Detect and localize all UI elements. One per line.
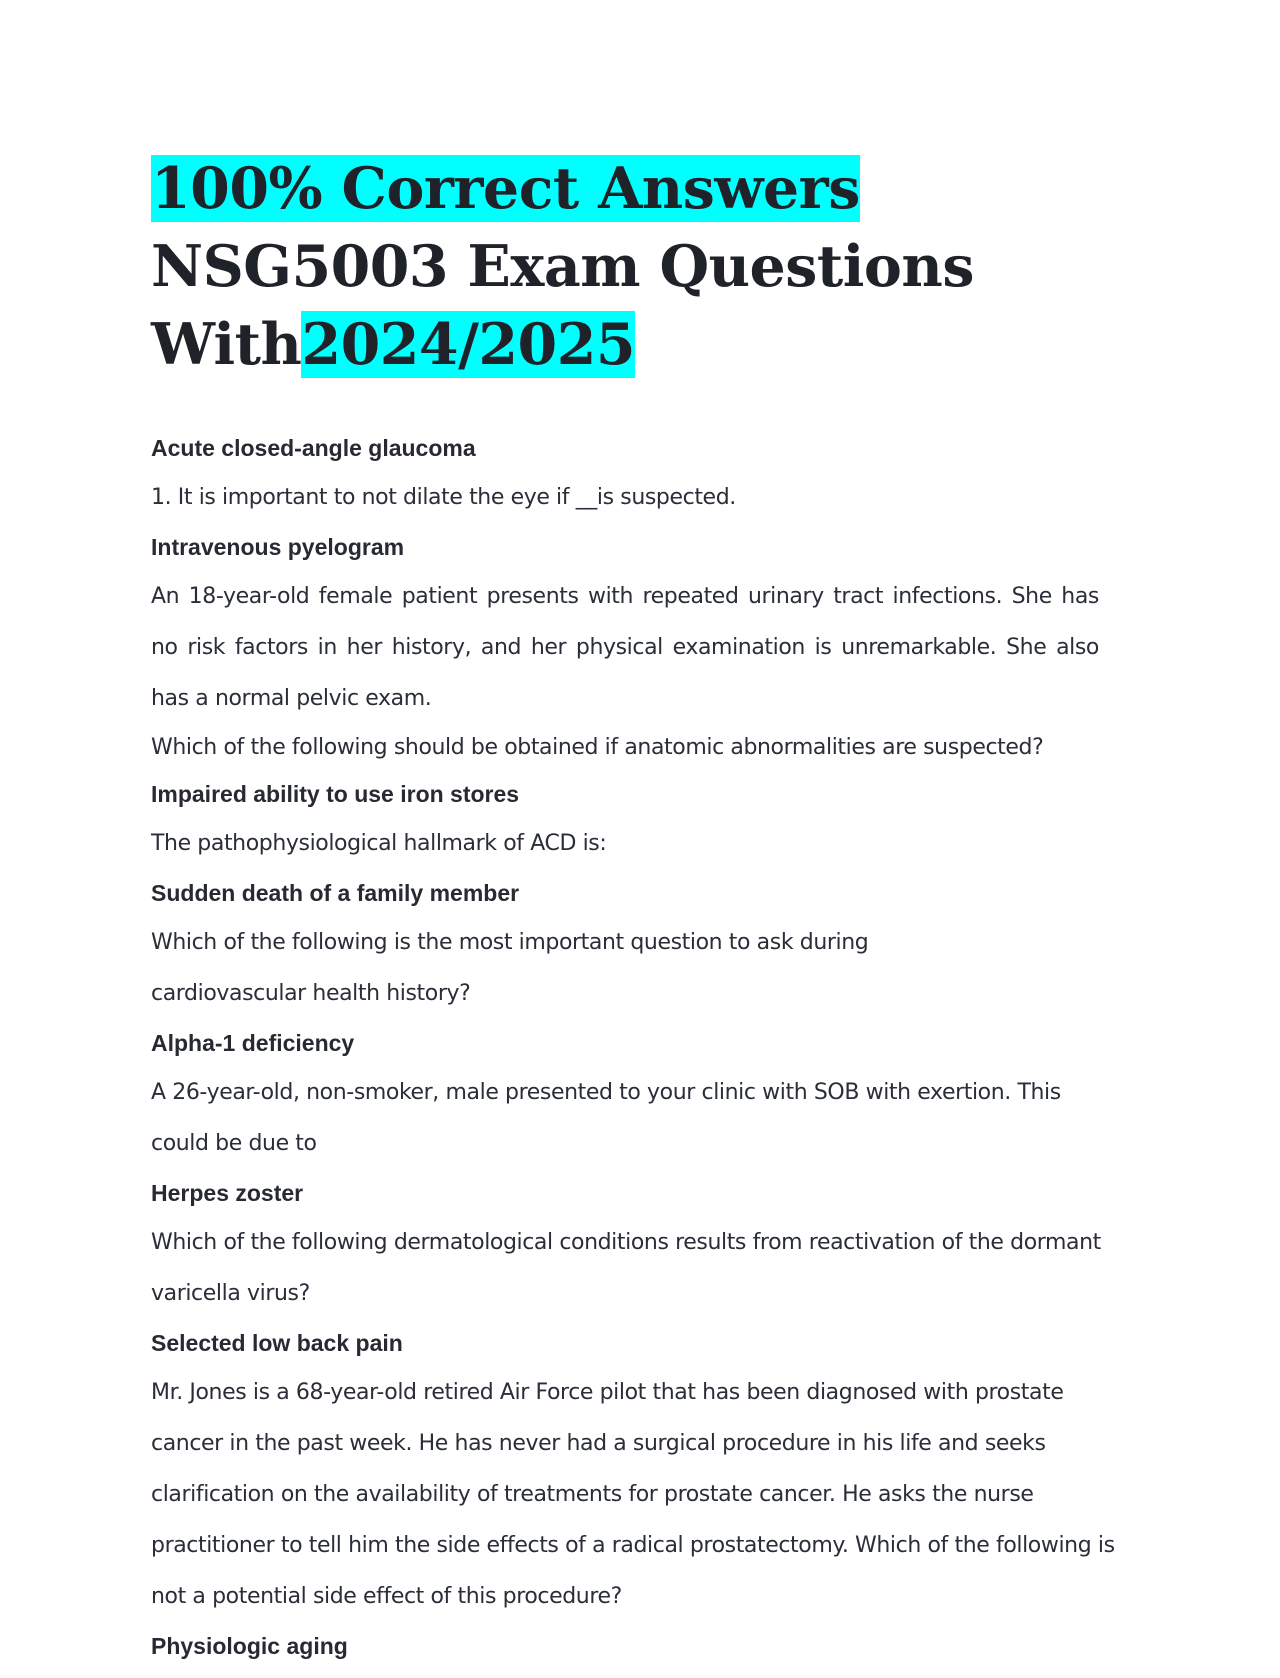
title-highlight-1: 100% Correct Answers: [151, 155, 860, 222]
answer-8: Physiologic aging: [151, 1633, 348, 1659]
document-title: [151, 150, 1133, 384]
answer-2: Intravenous pyelogram: [151, 534, 405, 560]
answer-5: Alpha-1 deficiency: [151, 1030, 355, 1056]
question-2: An 18-year-old female patient presents with repeated urinary tract infections. She has no risk factors in her history, and her physical examination is unremarkable. She also has a normal pelvic exam.: [151, 584, 1099, 711]
question-3: The pathophysiological hallmark of ACD is:: [151, 831, 607, 856]
answer-7: Selected low back pain: [151, 1330, 403, 1356]
title-highlight-2: 2024/2025: [301, 311, 636, 378]
document-page: [151, 150, 1133, 1678]
title-text: NSG5003 Exam Questions With: [151, 233, 974, 378]
question-2-followup: Which of the following should be obtained if anatomic abnormalities are suspected?: [151, 735, 1044, 760]
answer-1: Acute closed-angle glaucoma: [151, 435, 476, 461]
question-5: A 26-year-old, non-smoker, male presented to your clinic with SOB with exertion. This could be due to: [151, 1080, 1061, 1156]
answer-3: Impaired ability to use iron stores: [151, 781, 520, 807]
question-4: Which of the following is the most important question to ask during cardiovascular health history?: [151, 930, 869, 1006]
question-7: Mr. Jones is a 68-year-old retired Air Force pilot that has been diagnosed with prostate cancer in the past week. He has never had a surgical procedure in his life and seeks clarification on the availability of treatments for prostate cancer. He asks the nurse practitioner to tell him the side effects of a radical prostatectomy. Which of the following is not a potential side effect of this procedure?: [151, 1380, 1115, 1609]
answer-4: Sudden death of a family member: [151, 880, 520, 906]
question-6: Which of the following dermatological conditions results from reactivation of the dormant varicella virus?: [151, 1230, 1101, 1306]
question-1: 1. It is important to not dilate the eye if __is suspected.: [151, 485, 736, 510]
answer-6: Herpes zoster: [151, 1180, 304, 1206]
